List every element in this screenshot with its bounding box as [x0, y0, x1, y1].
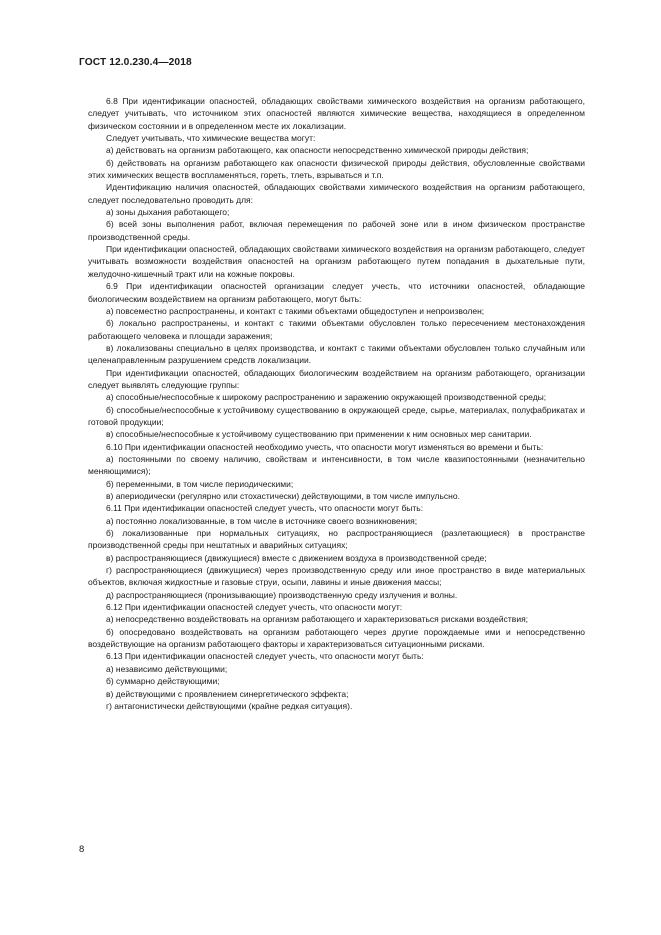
paragraph: б) способные/неспособные к устойчивому существованию в окружающей среде, сырье, материалах, полуфабрикатах и готовой продукции;: [88, 404, 585, 427]
paragraph: б) действовать на организм работающего как опасности физической природы действия, обусловленные свойствами этих химических веществ воспламеняться, гореть, тлеть, взрываться и т.п.: [88, 157, 585, 181]
paragraph: г) распространяющиеся (движущиеся) через производственную среду или иное пространство в виде материальных объектов, включая жидкостные и газовые струи, осыпи, лавины и иные движения массы;: [88, 565, 585, 588]
paragraph: в) действующими с проявлением синергетического эффекта;: [106, 688, 349, 699]
paragraph: в) апериодически (регулярно или стохастически) действующими, в том числе импульсно.: [106, 491, 460, 501]
paragraph: б) суммарно действующими;: [106, 676, 220, 687]
paragraph: б) локализованные при нормальных ситуациях, но распространяющиеся (разлетающиеся) в пространстве производственной среды при нештатных и аварийных ситуациях;: [88, 528, 585, 551]
paragraph: 6.8 При идентификации опасностей, обладающих свойствами химического воздействия на организм работающего, следует учитывать, что источником этих опасностей являются химические вещества, находящиеся в определенном физическом состоянии и в определенном месте их локализации.: [88, 96, 585, 131]
paragraph: а) непосредственно воздействовать на организм работающего и характеризоваться рисками воздействия;: [106, 614, 529, 625]
paragraph: а) независимо действующими;: [106, 663, 228, 674]
paragraph: а) постоянно локализованные, в том числе в источнике своего возникновения;: [106, 515, 418, 526]
paragraph: а) способные/неспособные к широкому распространению и заражению окружающей производственной среды;: [106, 392, 547, 403]
paragraph: 6.13 При идентификации опасностей следует учесть, что опасности могут быть:: [106, 651, 424, 662]
page-header: ГОСТ 12.0.230.4—2018: [79, 57, 192, 68]
paragraph: При идентификации опасностей, обладающих биологическим воздействием на организм работающего, организации следует выявлять следующие группы:: [88, 367, 585, 390]
paragraph: а) зоны дыхания работающего;: [106, 207, 230, 218]
document-body: [88, 95, 585, 712]
paragraph: 6.12 При идентификации опасностей следует учесть, что опасности могут:: [106, 602, 403, 613]
paragraph: в) способные/неспособные к устойчивому существованию при применении к ним основных мер санитарии.: [106, 429, 532, 440]
paragraph: б) опосредовано воздействовать на организм работающего через другие порождаемые ими и непосредственно воздействующие на организм работающего факторы и характеризоваться ситуационными рисками.: [88, 626, 585, 650]
paragraph: 6.11 При идентификации опасностей следует учесть, что опасности могут быть:: [106, 503, 424, 514]
paragraph: Следует учитывать, что химические вещества могут:: [106, 133, 316, 144]
paragraph: 6.9 При идентификации опасностей организации следует учесть, что источники опасностей, обладающие биологическим воздействием на организм работающего, могут быть:: [88, 281, 585, 304]
paragraph: б) всей зоны выполнения работ, включая перемещения по рабочей зоне или в ином физическом пространстве производственной среды.: [88, 219, 585, 242]
paragraph: а) повсеместно распространены, и контакт с такими объектами общедоступен и непроизволен;: [106, 305, 485, 316]
paragraph: б) локально распространены, и контакт с такими объектами обусловлен только пересечением местонахождения работающего человека и площади заражения;: [88, 318, 585, 341]
paragraph: г) антагонистически действующими (крайне редкая ситуация).: [106, 700, 353, 711]
paragraph: в) распространяющиеся (движущиеся) вместе с движением воздуха в производственной среде;: [106, 552, 487, 563]
page-number: 8: [79, 844, 85, 855]
paragraph: в) локализованы специально в целях производства, и контакт с такими объектами обусловлен только случайным или целенаправленным разрушением средств локализации.: [88, 342, 585, 366]
paragraph: Идентификацию наличия опасностей, обладающих свойствами химического воздействия на организм работающего, следует последовательно проводить для:: [88, 182, 585, 205]
paragraph: 6.10 При идентификации опасностей необходимо учесть, что опасности могут изменяться во времени и быть:: [106, 441, 544, 452]
paragraph: а) действовать на организм работающего, как опасности непосредственно химической природы действия;: [106, 145, 529, 156]
paragraph: При идентификации опасностей, обладающих свойствами химического воздействия на организм работающего, следует учитывать возможности воздействия опасностей на организм работающего путем попадания в дыхательные пути, желудочно-кишечный тракт или на кожные покровы.: [88, 244, 585, 279]
paragraph: б) переменными, в том числе периодическими;: [106, 478, 294, 489]
paragraph: а) постоянными по своему наличию, свойствам и интенсивности, в том числе квазипостоянными (незначительно меняющимися);: [88, 453, 585, 477]
paragraph: д) распространяющиеся (пронизывающие) производственную среду излучения и волны.: [106, 589, 458, 600]
